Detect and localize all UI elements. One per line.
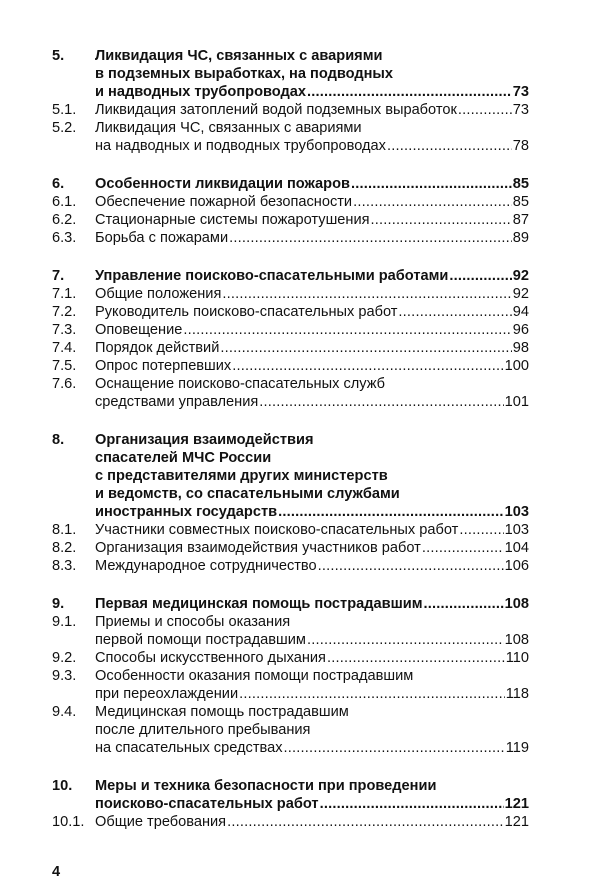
dot-leader bbox=[284, 739, 505, 757]
section-spacer bbox=[52, 575, 529, 595]
section-heading-line bbox=[52, 431, 529, 449]
dot-leader bbox=[229, 229, 512, 247]
dot-leader bbox=[353, 193, 512, 211]
subsection-entry-title-text: Приемы и способы оказания bbox=[95, 614, 291, 630]
section-heading-page-number: 85 bbox=[512, 176, 529, 192]
section-heading-page-number: 121 bbox=[504, 796, 529, 812]
subsection-entry-title-text: на спасательных средствах bbox=[95, 740, 283, 756]
subsection-entry-line bbox=[52, 539, 529, 557]
subsection-entry-page-number: 89 bbox=[512, 230, 529, 246]
section-heading-title-text: и надводных трубопроводах bbox=[95, 84, 306, 100]
dot-leader bbox=[320, 795, 504, 813]
subsection-entry-line bbox=[52, 303, 529, 321]
dot-leader bbox=[459, 521, 503, 539]
subsection-entry-title-text: Руководитель поисково-спасательных работ bbox=[95, 304, 398, 320]
subsection-entry-line bbox=[52, 375, 529, 393]
subsection-entry-page-number: 96 bbox=[512, 322, 529, 338]
subsection-entry-title-text: Оповещение bbox=[95, 322, 183, 338]
subsection-entry-page-number: 121 bbox=[504, 814, 529, 830]
subsection-entry-title-text: Особенности оказания помощи пострадавшим bbox=[95, 668, 414, 684]
section-heading-number: 7. bbox=[52, 268, 65, 284]
subsection-entry-line bbox=[52, 667, 529, 685]
subsection-entry-title-text: на надводных и подводных трубопроводах bbox=[95, 138, 386, 154]
subsection-entry-number: 9.1. bbox=[52, 614, 77, 630]
subsection-entry-number: 5.2. bbox=[52, 120, 77, 136]
subsection-entry-title-text: Оснащение поисково-спасательных служб bbox=[95, 376, 386, 392]
toc-section bbox=[52, 431, 529, 575]
subsection-entry-page-number: 85 bbox=[512, 194, 529, 210]
section-heading-line bbox=[52, 83, 529, 101]
section-spacer bbox=[52, 411, 529, 431]
table-of-contents bbox=[52, 47, 529, 831]
dot-leader bbox=[327, 649, 505, 667]
section-heading-page-number: 73 bbox=[512, 84, 529, 100]
subsection-entry-title-text: первой помощи пострадавшим bbox=[95, 632, 306, 648]
subsection-entry-page-number: 108 bbox=[504, 632, 529, 648]
section-heading-line bbox=[52, 47, 529, 65]
subsection-entry-number: 8.2. bbox=[52, 540, 77, 556]
subsection-entry-line bbox=[52, 119, 529, 137]
subsection-entry-page-number: 106 bbox=[504, 558, 529, 574]
subsection-entry-line bbox=[52, 813, 529, 831]
section-heading-number: 8. bbox=[52, 432, 65, 448]
subsection-entry-line bbox=[52, 521, 529, 539]
subsection-entry-page-number: 118 bbox=[505, 686, 529, 702]
subsection-entry-title-text: Общие требования bbox=[95, 814, 227, 830]
toc-section bbox=[52, 47, 529, 155]
section-heading-line bbox=[52, 267, 529, 285]
section-heading-title-text: с представителями других министерств bbox=[95, 468, 388, 484]
section-heading-title-text: и ведомств, со спасательными службами bbox=[95, 486, 400, 502]
subsection-entry-title-text: Медицинская помощь пострадавшим bbox=[95, 704, 349, 720]
section-heading-line bbox=[52, 595, 529, 613]
subsection-entry-line bbox=[52, 703, 529, 721]
subsection-entry-line bbox=[52, 685, 529, 703]
toc-section bbox=[52, 267, 529, 411]
section-heading-number: 6. bbox=[52, 176, 65, 192]
subsection-entry-line bbox=[52, 137, 529, 155]
section-heading-title-text: Первая медицинская помощь пострадавшим bbox=[95, 596, 423, 612]
subsection-entry-number: 7.3. bbox=[52, 322, 77, 338]
subsection-entry-line bbox=[52, 557, 529, 575]
section-heading-line bbox=[52, 449, 529, 467]
subsection-entry-number: 8.3. bbox=[52, 558, 77, 574]
subsection-entry-line bbox=[52, 721, 529, 739]
dot-leader bbox=[232, 357, 503, 375]
section-heading-title-text: иностранных государств bbox=[95, 504, 278, 520]
toc-section bbox=[52, 175, 529, 247]
dot-leader bbox=[398, 303, 511, 321]
subsection-entry-page-number: 100 bbox=[504, 358, 529, 374]
subsection-entry-line bbox=[52, 357, 529, 375]
section-heading-number: 5. bbox=[52, 48, 65, 64]
subsection-entry-title-text: Обеспечение пожарной безопасности bbox=[95, 194, 353, 210]
subsection-entry-title-text: Борьба с пожарами bbox=[95, 230, 229, 246]
section-heading-title-text: в подземных выработках, на подводных bbox=[95, 66, 394, 82]
section-spacer bbox=[52, 757, 529, 777]
subsection-entry-line bbox=[52, 101, 529, 119]
section-heading-line bbox=[52, 467, 529, 485]
subsection-entry-line bbox=[52, 649, 529, 667]
section-heading-line bbox=[52, 503, 529, 521]
subsection-entry-title-text: Стационарные системы пожаротушения bbox=[95, 212, 370, 228]
section-heading-line bbox=[52, 777, 529, 795]
subsection-entry-page-number: 87 bbox=[512, 212, 529, 228]
subsection-entry-title-text: после длительного пребывания bbox=[95, 722, 311, 738]
subsection-entry-page-number: 104 bbox=[504, 540, 529, 556]
section-heading-title-text: Особенности ликвидации пожаров bbox=[95, 176, 350, 192]
dot-leader bbox=[227, 813, 504, 831]
subsection-entry-page-number: 92 bbox=[512, 286, 529, 302]
subsection-entry-number: 7.4. bbox=[52, 340, 77, 356]
dot-leader bbox=[222, 285, 511, 303]
subsection-entry-number: 6.1. bbox=[52, 194, 77, 210]
subsection-entry-title-text: Организация взаимодействия участников работ bbox=[95, 540, 421, 556]
subsection-entry-page-number: 73 bbox=[512, 102, 529, 118]
subsection-entry-page-number: 98 bbox=[512, 340, 529, 356]
dot-leader bbox=[351, 175, 512, 193]
subsection-entry-line bbox=[52, 285, 529, 303]
subsection-entry-page-number: 103 bbox=[504, 522, 529, 538]
section-heading-line bbox=[52, 795, 529, 813]
section-heading-line bbox=[52, 65, 529, 83]
subsection-entry-page-number: 110 bbox=[505, 650, 529, 666]
dot-leader bbox=[220, 339, 511, 357]
subsection-entry-title-text: Международное сотрудничество bbox=[95, 558, 317, 574]
section-heading-title-text: Ликвидация ЧС, связанных с авариями bbox=[95, 48, 383, 64]
section-heading-page-number: 103 bbox=[504, 504, 529, 520]
subsection-entry-number: 6.2. bbox=[52, 212, 77, 228]
subsection-entry-number: 8.1. bbox=[52, 522, 77, 538]
section-heading-title-text: Управление поисково-спасательными работами bbox=[95, 268, 449, 284]
subsection-entry-number: 6.3. bbox=[52, 230, 77, 246]
subsection-entry-line bbox=[52, 193, 529, 211]
subsection-entry-line bbox=[52, 739, 529, 757]
subsection-entry-line bbox=[52, 631, 529, 649]
subsection-entry-page-number: 101 bbox=[504, 394, 529, 410]
subsection-entry-page-number: 119 bbox=[505, 740, 529, 756]
dot-leader bbox=[449, 267, 511, 285]
section-heading-title-text: Организация взаимодействия bbox=[95, 432, 314, 448]
section-heading-title-text: поисково-спасательных работ bbox=[95, 796, 319, 812]
subsection-entry-line bbox=[52, 613, 529, 631]
subsection-entry-line bbox=[52, 339, 529, 357]
toc-section bbox=[52, 595, 529, 757]
subsection-entry-title-text: Способы искусственного дыхания bbox=[95, 650, 326, 666]
subsection-entry-title-text: Опрос потерпевших bbox=[95, 358, 232, 374]
dot-leader bbox=[424, 595, 504, 613]
subsection-entry-title-text: Порядок действий bbox=[95, 340, 220, 356]
page-number: 4 bbox=[52, 864, 61, 880]
subsection-entry-title-text: Общие положения bbox=[95, 286, 222, 302]
section-heading-number: 10. bbox=[52, 778, 73, 794]
subsection-entry-line bbox=[52, 211, 529, 229]
dot-leader bbox=[239, 685, 505, 703]
subsection-entry-number: 7.1. bbox=[52, 286, 77, 302]
dot-leader bbox=[183, 321, 511, 339]
subsection-entry-number: 9.3. bbox=[52, 668, 77, 684]
subsection-entry-number: 10.1. bbox=[52, 814, 85, 830]
subsection-entry-number: 5.1. bbox=[52, 102, 77, 118]
section-heading-number: 9. bbox=[52, 596, 65, 612]
dot-leader bbox=[318, 557, 504, 575]
subsection-entry-line bbox=[52, 393, 529, 411]
subsection-entry-title-text: Участники совместных поисково-спасательных работ bbox=[95, 522, 459, 538]
section-spacer bbox=[52, 247, 529, 267]
section-heading-line bbox=[52, 485, 529, 503]
section-heading-title-text: спасателей МЧС России bbox=[95, 450, 272, 466]
section-heading-page-number: 92 bbox=[512, 268, 529, 284]
subsection-entry-title-text: Ликвидация ЧС, связанных с авариями bbox=[95, 120, 362, 136]
dot-leader bbox=[307, 83, 512, 101]
dot-leader bbox=[278, 503, 504, 521]
section-heading-page-number: 108 bbox=[504, 596, 529, 612]
subsection-entry-number: 7.2. bbox=[52, 304, 77, 320]
subsection-entry-title-text: Ликвидация затоплений водой подземных выработок bbox=[95, 102, 457, 118]
subsection-entry-title-text: при переохлаждении bbox=[95, 686, 239, 702]
subsection-entry-line bbox=[52, 229, 529, 247]
dot-leader bbox=[458, 101, 512, 119]
section-heading-line bbox=[52, 175, 529, 193]
dot-leader bbox=[371, 211, 512, 229]
dot-leader bbox=[307, 631, 504, 649]
dot-leader bbox=[387, 137, 512, 155]
subsection-entry-title-text: средствами управления bbox=[95, 394, 259, 410]
subsection-entry-number: 9.2. bbox=[52, 650, 77, 666]
dot-leader bbox=[259, 393, 503, 411]
subsection-entry-page-number: 78 bbox=[512, 138, 529, 154]
subsection-entry-page-number: 94 bbox=[512, 304, 529, 320]
subsection-entry-number: 7.6. bbox=[52, 376, 77, 392]
section-spacer bbox=[52, 155, 529, 175]
subsection-entry-line bbox=[52, 321, 529, 339]
subsection-entry-number: 7.5. bbox=[52, 358, 77, 374]
subsection-entry-number: 9.4. bbox=[52, 704, 77, 720]
section-heading-title-text: Меры и техника безопасности при проведении bbox=[95, 778, 437, 794]
dot-leader bbox=[422, 539, 504, 557]
toc-section bbox=[52, 777, 529, 831]
